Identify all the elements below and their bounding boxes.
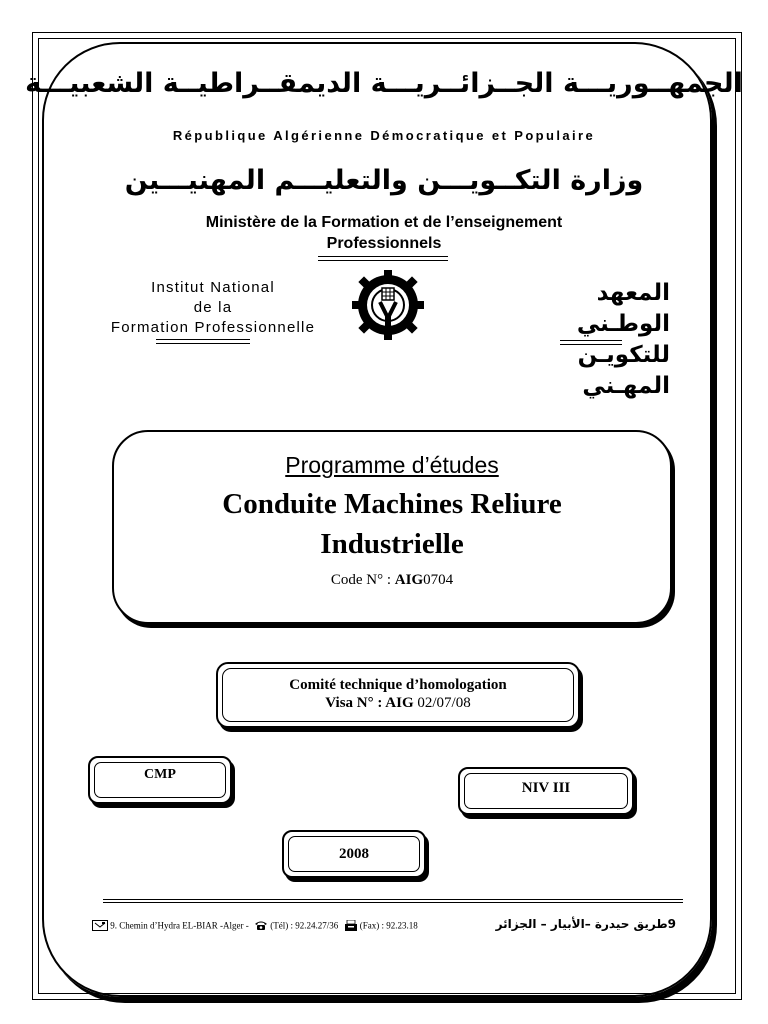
level-label: NIV III — [521, 780, 571, 796]
committee-visa — [218, 695, 578, 712]
ministry-underline — [318, 256, 448, 261]
institute-name-french — [88, 278, 338, 338]
institute-ar-underline — [560, 340, 622, 345]
institute-ar-line2: للتكويـن المهـني — [577, 342, 670, 399]
footer-contact — [92, 917, 684, 940]
republic-title-arabic: الجمهــوريـــة الجــزائــريـــة الديمقــراطيــة الشعبيـــة — [25, 68, 743, 99]
program-title-line2: Industrielle — [320, 528, 464, 560]
program-code-number: 0704 — [423, 572, 454, 588]
footer-separator-top — [103, 899, 683, 900]
mailbox-icon — [92, 920, 108, 933]
republic-title-french: République Algérienne Démocratique et Populaire — [172, 128, 596, 143]
program-label: Programme d’études — [285, 452, 499, 478]
committee-box — [216, 662, 580, 728]
footer-address: 9. Chemin d’Hydra EL-BIAR -Alger - — [110, 920, 249, 931]
program-code-prefix: Code N° : — [330, 572, 395, 588]
institute-fr-line1: Institut National — [151, 279, 275, 296]
committee-visa-prefix: Visa N° : — [325, 695, 386, 711]
program-code-bold: AIG — [394, 572, 424, 588]
footer-address-arabic: 9طريق حيدرة –الأبيار – الجزائر — [495, 917, 676, 931]
ministry-title-arabic: وزارة التكــويـــن والتعليـــم المهنيـــين — [124, 165, 644, 196]
institute-fr-line2: de la — [193, 299, 233, 316]
gear-logo-icon — [348, 268, 428, 340]
fax-icon — [345, 920, 357, 933]
year-label: 2008 — [339, 846, 369, 862]
committee-visa-bold: AIG — [385, 695, 414, 711]
cmp-label: CMP — [144, 767, 176, 782]
program-title-line1: Conduite Machines Reliure — [222, 488, 562, 520]
committee-visa-number: 02/07/08 — [413, 695, 471, 711]
institute-ar-line1: المعهد الوطـني — [576, 280, 670, 337]
year-badge — [282, 830, 426, 878]
ministry-title-french-line2: Professionnels — [326, 235, 442, 252]
telephone-icon — [254, 920, 268, 933]
cmp-badge — [88, 756, 232, 804]
program-box — [112, 430, 672, 624]
footer-separator-bottom — [103, 902, 683, 903]
institute-fr-line3: Formation Professionnelle — [110, 319, 316, 336]
footer-fax: (Fax) : 92.23.18 — [359, 920, 418, 931]
institute-fr-underline — [156, 339, 250, 344]
program-code — [114, 572, 670, 589]
footer-tel: (Tél) : 92.24.27/36 — [270, 920, 339, 931]
level-badge — [458, 767, 634, 815]
ministry-title-french-line1: Ministère de la Formation et de l’enseignement — [205, 214, 563, 231]
committee-title: Comité technique d’homologation — [289, 677, 507, 693]
